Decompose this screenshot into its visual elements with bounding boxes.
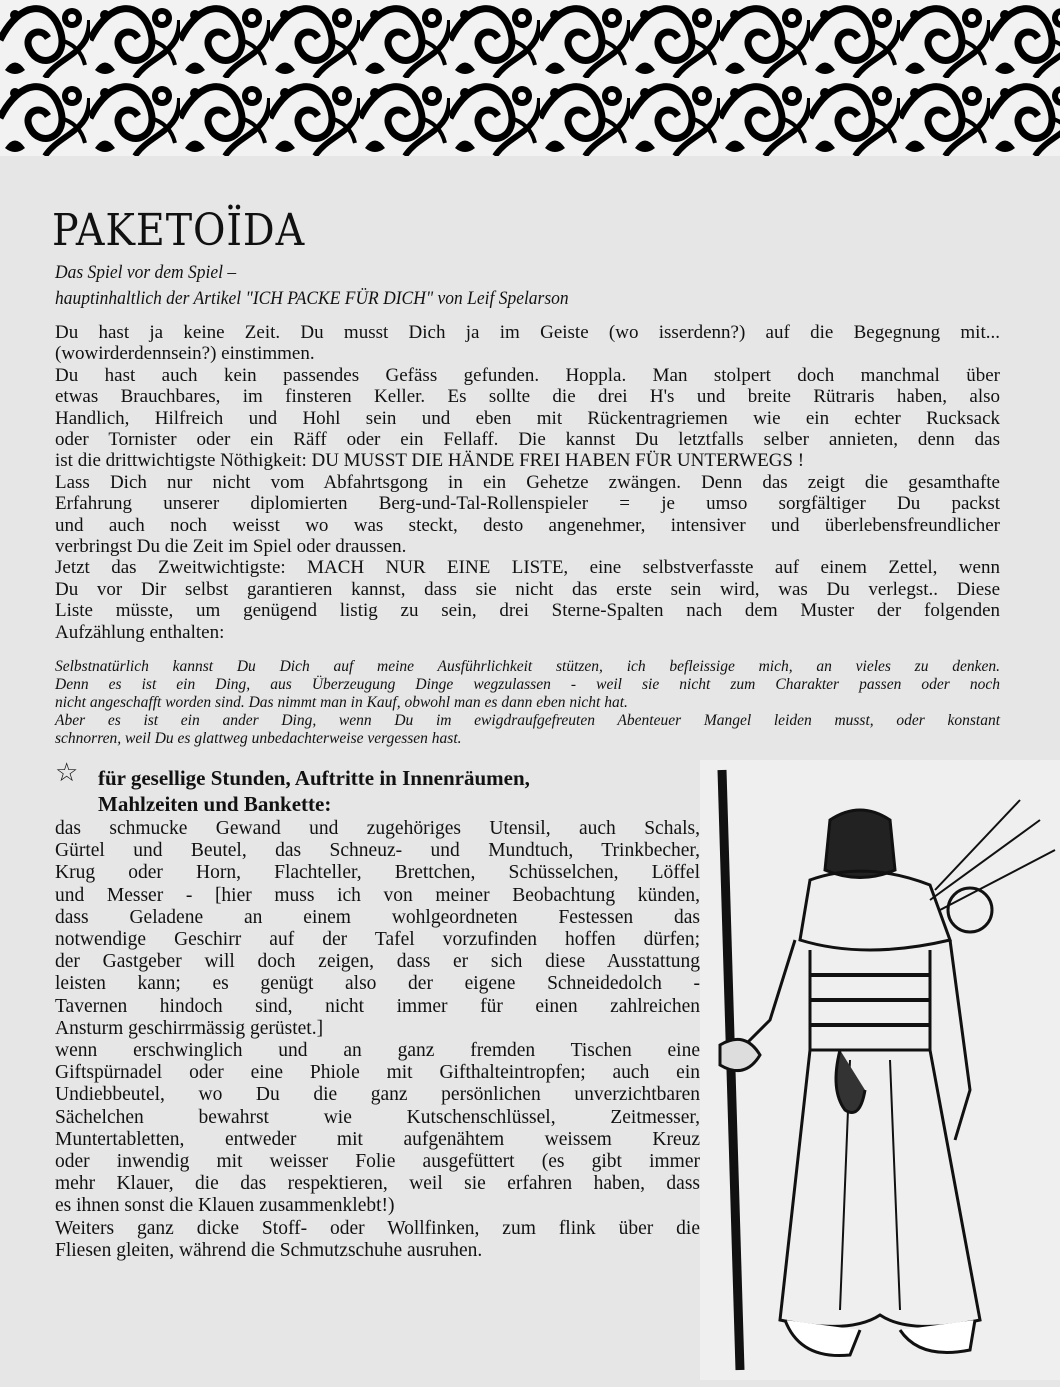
italic-note: [55, 658, 1000, 748]
subtitle: Das Spiel vor dem Spiel –: [55, 262, 237, 283]
text-line: Aufzählung enthalten:: [55, 621, 225, 643]
pilgrim-illustration: [700, 760, 1060, 1380]
intro-text: [55, 322, 1000, 643]
text-line: Weiters ganz dicke Stoff- oder Wollfinken, zum flink über die: [55, 1217, 700, 1239]
text-line: wenn erschwinglich und an ganz fremden Tischen eine: [55, 1040, 700, 1062]
text-line: oder Tornister oder ein Räff oder ein Fellaff. Die kannst Du letztfalls selber annieten, denn das: [55, 429, 1000, 451]
text-line: Du vor Dir selbst garantieren kannst, dass sie nicht das erste sein wird, was Du verlegst.. Diese: [55, 578, 1000, 600]
text-line: Du hast auch kein passendes Gefäss gefunden. Hoppla. Man stolpert doch manchmal über: [55, 364, 1000, 386]
text-line: Fliesen gleiten, während die Schmutzschuhe ausruhen.: [55, 1239, 483, 1261]
italic-line: schnorren, weil Du es glattweg unbedachterweise vergessen hast.: [55, 730, 462, 747]
text-line: oder inwendig mit weisser Folie ausgefüttert (es gibt immer: [55, 1151, 700, 1173]
text-line: es ihnen sonst die Klauen zusammenklebt!): [55, 1195, 395, 1217]
text-line: der Gastgeber will doch zeigen, dass er sich diese Ausstattung: [55, 951, 700, 973]
text-line: Liste müsste, um genügend listig zu sein, drei Sterne-Spalten nach dem Muster der folgenden: [55, 600, 1000, 622]
text-line: das schmucke Gewand und zugehöriges Utensil, auch Schals,: [55, 818, 700, 839]
text-line: Ansturm geschirrmässig gerüstet.]: [55, 1017, 324, 1039]
text-line: ist die drittwichtigste Nöthigkeit: DU MUSST DIE HÄNDE FREI HABEN FÜR UNTERWEGS !: [55, 450, 805, 472]
text-line: Sächelchen bewahrst wie Kutschenschlüssel, Zeitmesser,: [55, 1106, 700, 1128]
section-heading: [98, 765, 530, 817]
text-line: Du hast ja keine Zeit. Du musst Dich ja im Geiste (wo isserdenn?) auf die Begegnung mit...: [55, 322, 1000, 343]
page-title: PAKETOÏDA: [52, 205, 306, 256]
text-line: verbringst Du die Zeit im Spiel oder draussen.: [55, 536, 407, 558]
text-line: Krug oder Horn, Flachteller, Brettchen, Schüsselchen, Löffel: [55, 862, 700, 884]
ornamental-floral-banner: [0, 0, 1060, 156]
text-line: (wowirderdennsein?) einstimmen.: [55, 343, 315, 365]
section-heading-line: Mahlzeiten und Bankette:: [98, 792, 332, 816]
text-line: leisten kann; es genügt also der eigene Schneidedolch -: [55, 973, 700, 995]
star-outline-icon: ☆: [55, 758, 79, 787]
text-line: notwendige Geschirr auf der Tafel vorzufinden hoffen dürfen;: [55, 929, 700, 951]
text-line: Muntertabletten, entweder mit aufgenähtem weissem Kreuz: [55, 1128, 700, 1150]
text-line: Erfahrung unserer diplomierten Berg-und-Tal-Rollenspieler = je umso sorgfältiger Du packst: [55, 493, 1000, 515]
text-line: und Messer - [hier muss ich von meiner Beobachtung künden,: [55, 884, 700, 906]
section-body: [55, 818, 700, 1262]
italic-line: nicht angeschafft worden sind. Das nimmt man in Kauf, obwohl man es dann eben nicht hat.: [55, 694, 628, 711]
text-line: etwas Brauchbares, im finsteren Keller. Es sollte die drei H's und breite Rütraris haben, also: [55, 386, 1000, 408]
italic-line: Aber es ist ein ander Ding, wenn Du im ewigdraufgefreuten Abenteuer Mangel leiden musst, oder konstant: [55, 712, 1000, 729]
text-line: und auch noch weisst wo was steckt, desto angenehmer, intensiver und überlebensfreundlicher: [55, 514, 1000, 536]
text-line: Handlich, Hilfreich und Hohl sein und eben mit Rückentragriemen wie ein echter Rucksack: [55, 407, 1000, 429]
text-line: mehr Klauer, die das respektieren, weil sie erfahren haben, dass: [55, 1173, 700, 1195]
text-line: dass Geladene an einem wohlgeordneten Festessen das: [55, 906, 700, 928]
text-line: Tavernen hindoch sind, nicht immer für einen zahlreichen: [55, 995, 700, 1017]
byline: hauptinhaltlich der Artikel "ICH PACKE FÜR DICH" von Leif Spelarson: [55, 288, 569, 309]
italic-line: Selbstnatürlich kannst Du Dich auf meine Ausführlichkeit stützen, ich befleissige mich, an vieles zu denken.: [55, 658, 1000, 675]
text-line: Giftspürnadel oder eine Phiole mit Gifthalteintropfen; auch ein: [55, 1062, 700, 1084]
text-line: Lass Dich nur nicht vom Abfahrtsgong in ein Gehetze zwängen. Denn das zeigt die gesamthafte: [55, 471, 1000, 493]
text-line: Jetzt das Zweitwichtigste: MACH NUR EINE LISTE, eine selbstverfasste auf einem Zettel, wenn: [55, 557, 1000, 579]
text-line: Gürtel und Beutel, das Schneuz- und Mundtuch, Trinkbecher,: [55, 840, 700, 862]
text-line: Undiebbeutel, wo Du die ganz persönlichen unverzichtbaren: [55, 1084, 700, 1106]
italic-line: Denn es ist ein Ding, aus Überzeugung Dinge wegzulassen - weil sie nicht zum Charakter passen oder noch: [55, 676, 1000, 693]
section-heading-line: für gesellige Stunden, Auftritte in Innenräumen,: [98, 766, 530, 790]
